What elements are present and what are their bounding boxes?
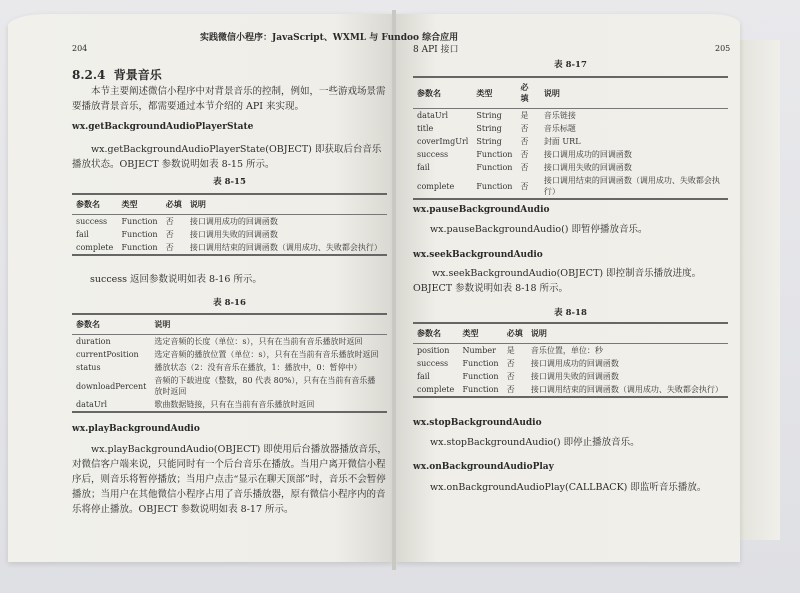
cell: 否 bbox=[520, 150, 529, 159]
cell: fail bbox=[417, 163, 430, 172]
table-row bbox=[72, 215, 387, 229]
cell: downloadPercent bbox=[76, 381, 147, 391]
cell: 是 bbox=[520, 111, 529, 120]
table-caption: 表 8-16 bbox=[213, 298, 246, 308]
column-header: 必填 bbox=[503, 323, 527, 344]
table-row bbox=[413, 148, 728, 161]
page-number-right: 205 bbox=[715, 44, 731, 53]
cell: 音乐标题 bbox=[543, 124, 576, 133]
table-header-row bbox=[72, 314, 387, 335]
table-row bbox=[413, 344, 728, 358]
cell: 封面 URL bbox=[543, 137, 581, 146]
table-8-16 bbox=[72, 313, 387, 413]
column-header: 说明 bbox=[540, 77, 728, 109]
cell: 是 bbox=[506, 346, 515, 355]
api-description: wx.stopBackgroundAudio() 即停止播放音乐。 bbox=[430, 437, 640, 448]
cell: 选定音频的播放位置（单位：s），只有在当前有音乐播放时返回 bbox=[154, 350, 379, 359]
table-caption: 表 8-17 bbox=[554, 60, 587, 70]
page-edge bbox=[740, 40, 780, 540]
running-head-right: 8 API 接口 bbox=[413, 45, 459, 55]
cell: Function bbox=[121, 230, 158, 239]
cell: 接口调用结束的回调函数（调用成功、失败都会执行） bbox=[543, 176, 720, 196]
cell: complete bbox=[76, 243, 114, 252]
cell: 接口调用成功的回调函数 bbox=[189, 217, 278, 226]
api-heading: wx.onBackgroundAudioPlay bbox=[413, 462, 554, 472]
table-row bbox=[72, 361, 387, 374]
cell: 接口调用成功的回调函数 bbox=[530, 359, 619, 368]
column-header: 参数名 bbox=[72, 314, 150, 335]
api-description: wx.getBackgroundAudioPlayerState(OBJECT) 即获取后台音乐播放状态。OBJECT 参数说明如表 8-15 所示。 bbox=[72, 144, 382, 170]
table-row bbox=[72, 241, 387, 255]
column-header: 说明 bbox=[186, 194, 387, 215]
cell: Function bbox=[476, 181, 513, 191]
cell: status bbox=[76, 363, 101, 372]
column-header: 类型 bbox=[472, 77, 516, 109]
table-row bbox=[72, 228, 387, 241]
column-header: 参数名 bbox=[413, 323, 458, 344]
table-row bbox=[413, 174, 728, 199]
cell: 接口调用失败的回调函数 bbox=[543, 163, 632, 172]
cell: Number bbox=[462, 346, 496, 355]
cell: fail bbox=[76, 230, 89, 239]
table-row bbox=[72, 348, 387, 361]
table-header-row bbox=[413, 77, 728, 109]
cell: 播放状态（2：没有音乐在播放，1：播放中，0：暂停中） bbox=[154, 363, 362, 372]
section-title: 背景音乐 bbox=[113, 68, 162, 82]
cell: 接口调用失败的回调函数 bbox=[530, 372, 619, 381]
table-row bbox=[413, 161, 728, 174]
cell: 音乐链接 bbox=[543, 111, 576, 120]
cell: 歌曲数据链接，只有在当前有音乐播放时返回 bbox=[154, 400, 315, 409]
cell: dataUrl bbox=[417, 111, 448, 120]
api-description: wx.playBackgroundAudio(OBJECT) 即使用后台播放器播放音乐，对微信客户端来说，只能同时有一个后台音乐在播放。当用户离开微信小程序后，则音乐将暂停播放；当用户点击“显示在聊天顶部”时，音乐不会暂停播放；当用户在其他微信小程序占用了音乐播放器，原有微信小程序内的音乐将停止播放。OBJECT 参数说明如表 8-17 所示。 bbox=[72, 444, 387, 515]
cell: String bbox=[476, 137, 502, 146]
column-header: 类型 bbox=[117, 194, 161, 215]
cell: coverImgUrl bbox=[417, 137, 469, 146]
section-heading bbox=[72, 66, 162, 83]
table-8-15 bbox=[72, 193, 387, 256]
api-heading: wx.playBackgroundAudio bbox=[72, 424, 200, 434]
cell: Function bbox=[476, 163, 513, 172]
api-description: wx.pauseBackgroundAudio() 即暂停播放音乐。 bbox=[430, 224, 648, 235]
cell: 否 bbox=[506, 385, 515, 394]
column-header: 必填 bbox=[516, 77, 539, 109]
cell: Function bbox=[462, 359, 499, 368]
table-8-18 bbox=[413, 322, 728, 398]
table-row bbox=[72, 374, 387, 398]
api-heading: wx.getBackgroundAudioPlayerState bbox=[72, 122, 254, 132]
cell: currentPosition bbox=[76, 350, 139, 359]
cell: title bbox=[417, 124, 434, 133]
cell: success bbox=[417, 150, 449, 159]
api-description: wx.seekBackgroundAudio(OBJECT) 即控制音乐播放进度。OBJECT 参数说明如表 8-18 所示。 bbox=[413, 268, 702, 294]
api-heading: wx.stopBackgroundAudio bbox=[413, 418, 542, 428]
cell: duration bbox=[76, 337, 111, 346]
book-gutter bbox=[392, 10, 396, 570]
cell: success bbox=[76, 217, 108, 226]
table-row bbox=[413, 357, 728, 370]
cell: 否 bbox=[165, 243, 174, 252]
section-number: 8.2.4 bbox=[72, 68, 106, 82]
cell: Function bbox=[462, 372, 499, 381]
cell: fail bbox=[417, 372, 430, 381]
table-row bbox=[413, 122, 728, 135]
page-number-left: 204 bbox=[72, 44, 88, 53]
cell: 否 bbox=[520, 137, 529, 146]
table-caption: 表 8-18 bbox=[554, 308, 587, 318]
cell: 否 bbox=[520, 163, 529, 172]
cell: 否 bbox=[165, 217, 174, 226]
cell: String bbox=[476, 124, 502, 133]
table-row bbox=[413, 383, 728, 397]
cell: complete bbox=[417, 181, 455, 191]
cell: Function bbox=[476, 150, 513, 159]
cell: 接口调用成功的回调函数 bbox=[543, 150, 632, 159]
table-8-17 bbox=[413, 76, 728, 200]
cell: String bbox=[476, 111, 502, 120]
table-row bbox=[413, 370, 728, 383]
table-row bbox=[72, 335, 387, 349]
api-description: wx.onBackgroundAudioPlay(CALLBACK) 即监听音乐播放。 bbox=[430, 482, 707, 493]
cell: 否 bbox=[506, 372, 515, 381]
column-header: 说明 bbox=[527, 323, 728, 344]
column-header: 参数名 bbox=[413, 77, 472, 109]
table-row bbox=[413, 109, 728, 123]
table-caption: 表 8-15 bbox=[213, 177, 246, 187]
cell: Function bbox=[462, 385, 499, 394]
cell: dataUrl bbox=[76, 400, 107, 409]
column-header: 类型 bbox=[458, 323, 502, 344]
cell: success bbox=[417, 359, 449, 368]
cell: 音频的下载进度（整数，80 代表 80%），只有在当前有音乐播放时返回 bbox=[154, 376, 376, 396]
table-row bbox=[72, 398, 387, 412]
cell: position bbox=[417, 346, 450, 355]
cell: Function bbox=[121, 243, 158, 252]
cell: complete bbox=[417, 385, 455, 394]
cell: 否 bbox=[165, 230, 174, 239]
table-row bbox=[413, 135, 728, 148]
api-heading: wx.seekBackgroundAudio bbox=[413, 250, 543, 260]
column-header: 说明 bbox=[150, 314, 387, 335]
cell: 音乐位置，单位：秒 bbox=[530, 346, 603, 355]
cell: 接口调用结束的回调函数（调用成功、失败都会执行） bbox=[189, 243, 382, 252]
table-header-row bbox=[413, 323, 728, 344]
cell: 否 bbox=[520, 124, 529, 133]
success-note: success 返回参数说明如表 8-16 所示。 bbox=[90, 274, 262, 285]
api-heading: wx.pauseBackgroundAudio bbox=[413, 205, 550, 215]
cell: 接口调用失败的回调函数 bbox=[189, 230, 278, 239]
cell: 否 bbox=[520, 181, 529, 191]
table-header-row bbox=[72, 194, 387, 215]
intro-paragraph: 本节主要阐述微信小程序中对背景音乐的控制，例如，一些游戏场景需要播放背景音乐，都需要通过本节介绍的 API 来实现。 bbox=[72, 86, 386, 112]
cell: 否 bbox=[506, 359, 515, 368]
cell: 接口调用结束的回调函数（调用成功、失败都会执行） bbox=[530, 385, 723, 394]
cell: Function bbox=[121, 217, 158, 226]
column-header: 必填 bbox=[162, 194, 186, 215]
running-head-left: 实践微信小程序：JavaScript、WXML 与 Fundoo 综合应用 bbox=[200, 33, 459, 43]
cell: 选定音频的长度（单位：s），只有在当前有音乐播放时返回 bbox=[154, 337, 363, 346]
column-header: 参数名 bbox=[72, 194, 117, 215]
